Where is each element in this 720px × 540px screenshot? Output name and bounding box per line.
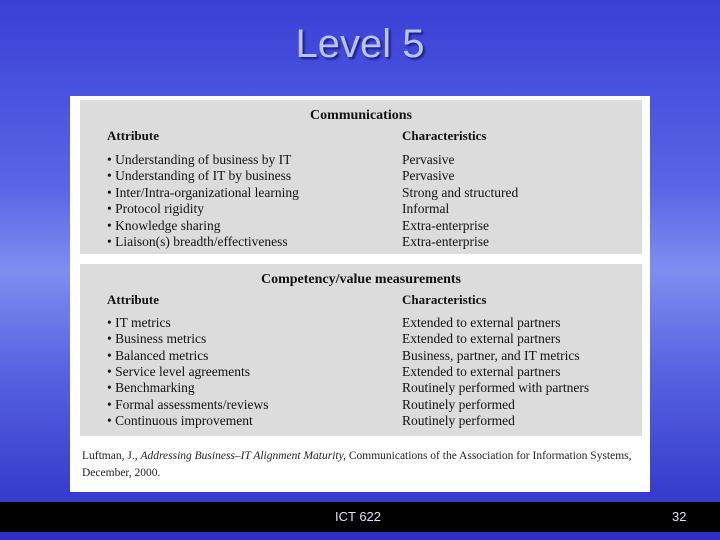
table-row <box>80 152 642 168</box>
table-row <box>80 413 642 429</box>
attribute-cell: • Understanding of business by IT <box>107 152 292 167</box>
characteristic-cell: Routinely performed <box>402 413 515 428</box>
competency-attribute-header: Attribute <box>107 292 159 307</box>
characteristic-cell: Routinely performed with partners <box>402 380 590 395</box>
citation-work: Addressing Business–IT Alignment Maturity, <box>140 450 346 462</box>
table-row <box>80 380 642 396</box>
reference-figure <box>70 96 650 492</box>
characteristic-cell: Pervasive <box>402 152 455 167</box>
slide-title: Level 5 <box>295 22 425 66</box>
attribute-cell: • Continuous improvement <box>107 413 253 428</box>
table-row <box>80 315 642 331</box>
characteristic-cell: Routinely performed <box>402 397 515 412</box>
table-row <box>80 348 642 364</box>
attribute-cell: • Inter/Intra-organizational learning <box>107 185 299 200</box>
communications-attribute-header: Attribute <box>107 128 159 143</box>
table-row <box>80 201 642 217</box>
table-row <box>80 234 642 250</box>
table-row <box>80 397 642 413</box>
competency-panel <box>80 264 642 436</box>
attribute-cell: • Business metrics <box>107 331 207 346</box>
attribute-cell: • Balanced metrics <box>107 348 209 363</box>
characteristic-cell: Extended to external partners <box>402 331 561 346</box>
citation <box>82 448 642 482</box>
competency-characteristics-header: Characteristics <box>402 292 487 307</box>
table-row <box>80 185 642 201</box>
attribute-cell: • Liaison(s) breadth/effectiveness <box>107 234 288 249</box>
attribute-cell: • Formal assessments/reviews <box>107 397 269 412</box>
footer-bar <box>0 502 720 532</box>
characteristic-cell: Extended to external partners <box>402 364 561 379</box>
characteristic-cell: Extra-enterprise <box>402 234 489 249</box>
characteristic-cell: Business, partner, and IT metrics <box>402 348 580 363</box>
page-number: 32 <box>672 509 687 524</box>
communications-panel <box>80 100 642 254</box>
attribute-cell: • Knowledge sharing <box>107 218 221 233</box>
citation-author: Luftman, J., <box>82 450 138 462</box>
table-row <box>80 331 642 347</box>
attribute-cell: • Protocol rigidity <box>107 201 204 216</box>
attribute-cell: • Benchmarking <box>107 380 195 395</box>
competency-heading: Competency/value measurements <box>261 272 461 287</box>
characteristic-cell: Pervasive <box>402 168 455 183</box>
citation-source: Communications of the Association for Information Systems, December, 2000. <box>82 450 632 479</box>
characteristic-cell: Extended to external partners <box>402 315 561 330</box>
attribute-cell: • Understanding of IT by business <box>107 168 292 183</box>
attribute-cell: • IT metrics <box>107 315 171 330</box>
communications-heading: Communications <box>310 108 412 123</box>
characteristic-cell: Informal <box>402 201 450 216</box>
characteristic-cell: Strong and structured <box>402 185 519 200</box>
communications-characteristics-header: Characteristics <box>402 128 487 143</box>
table-row <box>80 168 642 184</box>
course-code: ICT 622 <box>335 509 382 524</box>
table-row <box>80 364 642 380</box>
attribute-cell: • Service level agreements <box>107 364 251 379</box>
table-row <box>80 218 642 234</box>
characteristic-cell: Extra-enterprise <box>402 218 489 233</box>
